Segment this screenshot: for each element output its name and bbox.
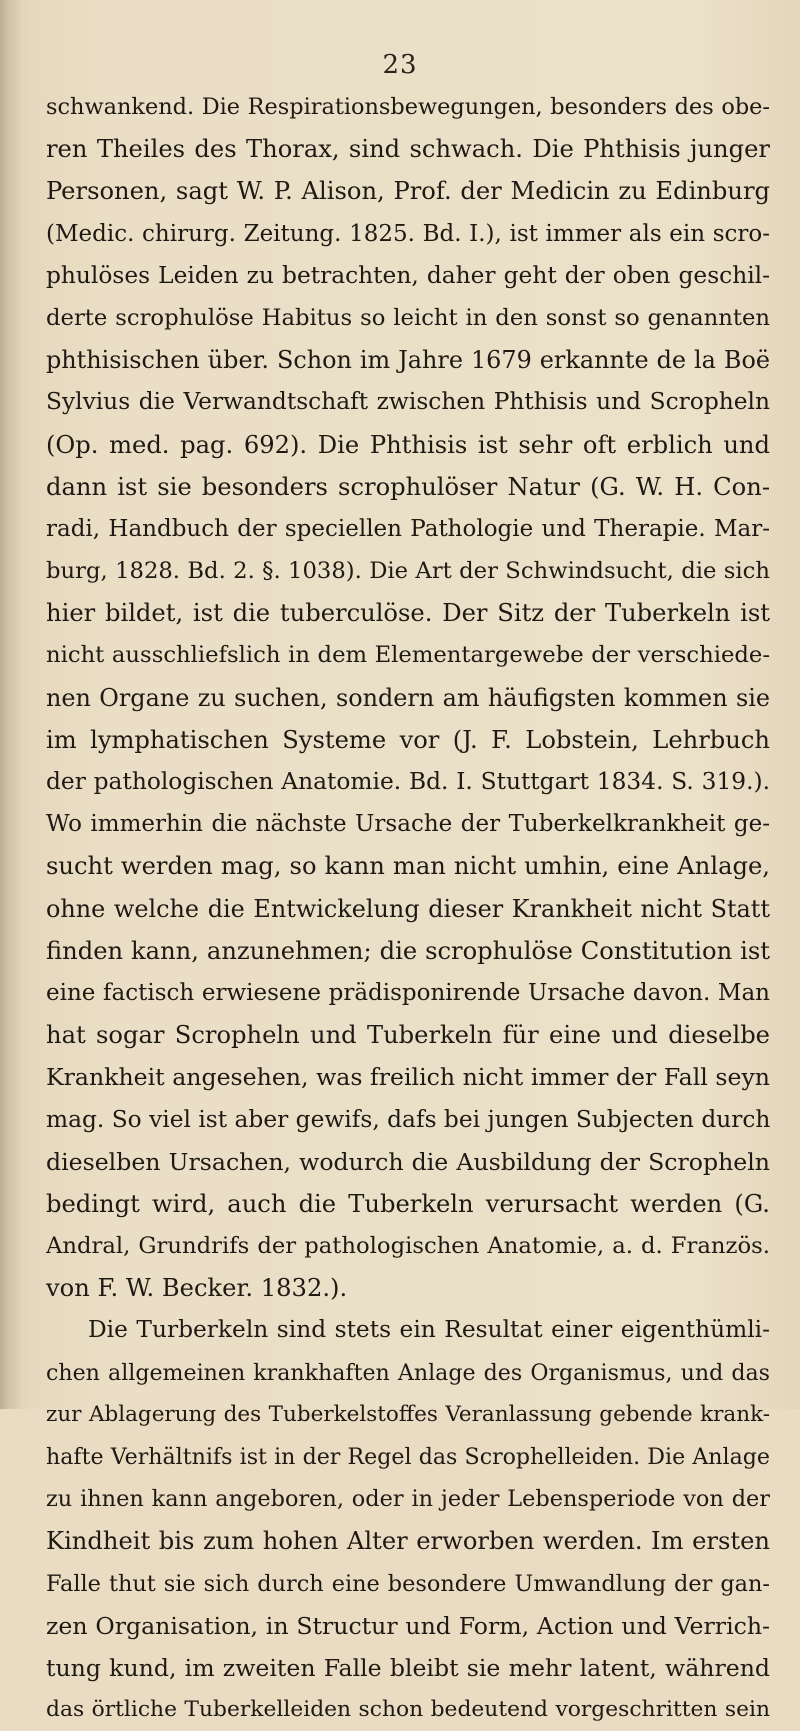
text-line: finden kann, anzunehmen; die scrophulöse Constitution ist [46, 936, 770, 965]
body-text [46, 86, 770, 1731]
text-line: ren Theiles des Thorax, sind schwach. Die Phthisis junger [46, 135, 770, 164]
text-line: phthisischen über. Schon im Jahre 1679 erkannte de la Boë [46, 346, 770, 375]
text-line: das örtliche Tuberkelleiden schon bedeutend vorgeschritten sein [46, 1697, 770, 1723]
binding-edge [0, 0, 22, 1409]
page-number: 23 [382, 50, 418, 80]
text-line: Falle thut sie sich durch eine besondere Umwandlung der gan- [46, 1570, 770, 1597]
text-line: tung kund, im zweiten Falle bleibt sie mehr latent, während [46, 1653, 770, 1682]
text-line: hafte Verhältnifs ist in der Regel das Scrophelleiden. Die Anlage [46, 1444, 770, 1470]
text-line: chen allgemeinen krankhaften Anlage des Organismus, und das [46, 1359, 770, 1386]
text-line: eine factisch erwiesene prädisponirende Ursache davon. Man [46, 979, 770, 1006]
text-line: sucht werden mag, so kann man nicht umhin, eine Anlage, [46, 852, 770, 881]
text-line: Kindheit bis zum hohen Alter erworben werden. Im ersten [46, 1527, 770, 1556]
text-line: schwankend. Die Respirationsbewegungen, besonders des obe- [46, 94, 770, 120]
text-line: Personen, sagt W. P. Alison, Prof. der Medicin zu Edinburg [46, 177, 770, 206]
text-line: von F. W. Becker. 1832.). [46, 1274, 348, 1303]
text-line: ohne welche die Entwickelung dieser Krankheit nicht Statt [46, 894, 770, 923]
text-line: Die Turberkeln sind stets ein Resultat einer eigenthümli- [88, 1316, 770, 1344]
text-line: burg, 1828. Bd. 2. §. 1038). Die Art der Schwindsucht, die sich [46, 558, 770, 585]
text-line: der pathologischen Anatomie. Bd. I. Stuttgart 1834. S. 319.). [46, 768, 770, 795]
text-line: im lymphatischen Systeme vor (J. F. Lobstein, Lehrbuch [46, 725, 770, 754]
text-line: zen Organisation, in Structur und Form, Action und Verrich- [46, 1611, 770, 1640]
text-line: zur Ablagerung des Tuberkelstoffes Veranlassung gebende krank- [46, 1401, 770, 1427]
text-line: Krankheit angesehen, was freilich nicht immer der Fall seyn [46, 1063, 770, 1092]
text-line: dann ist sie besonders scrophulöser Natur (G. W. H. Con- [46, 472, 770, 501]
text-line: (Op. med. pag. 692). Die Phthisis ist sehr oft erblich und [46, 430, 770, 459]
text-line: hier bildet, ist die tuberculöse. Der Sitz der Tuberkeln ist [46, 599, 770, 628]
text-line: nicht ausschliefslich in dem Elementargewebe der verschiede- [46, 642, 770, 669]
text-line: nen Organe zu suchen, sondern am häufigsten kommen sie [46, 683, 770, 712]
text-line: Andral, Grundrifs der pathologischen Anatomie, a. d. Französ. [46, 1233, 770, 1260]
text-line: phulöses Leiden zu betrachten, daher geht der oben geschil- [46, 261, 770, 289]
text-line: bedingt wird, auch die Tuberkeln verursacht werden (G. [46, 1189, 770, 1218]
text-line: hat sogar Scropheln und Tuberkeln für eine und dieselbe [46, 1021, 770, 1050]
text-line: mag. So viel ist aber gewifs, dafs bei jungen Subjecten durch [46, 1105, 770, 1133]
text-line: Sylvius die Verwandtschaft zwischen Phthisis und Scropheln [46, 388, 770, 416]
text-line: (Medic. chirurg. Zeitung. 1825. Bd. I.), ist immer als ein scro- [46, 220, 770, 247]
text-line: derte scrophulöse Habitus so leicht in den sonst so genannten [46, 304, 770, 331]
text-line: dieselben Ursachen, wodurch die Ausbildung der Scropheln [46, 1147, 770, 1176]
text-line: radi, Handbuch der speciellen Pathologie und Therapie. Mar- [46, 515, 770, 542]
text-line: zu ihnen kann angeboren, oder in jeder Lebensperiode von der [46, 1486, 770, 1513]
text-line: Wo immerhin die nächste Ursache der Tuberkelkrankheit ge- [46, 811, 770, 838]
